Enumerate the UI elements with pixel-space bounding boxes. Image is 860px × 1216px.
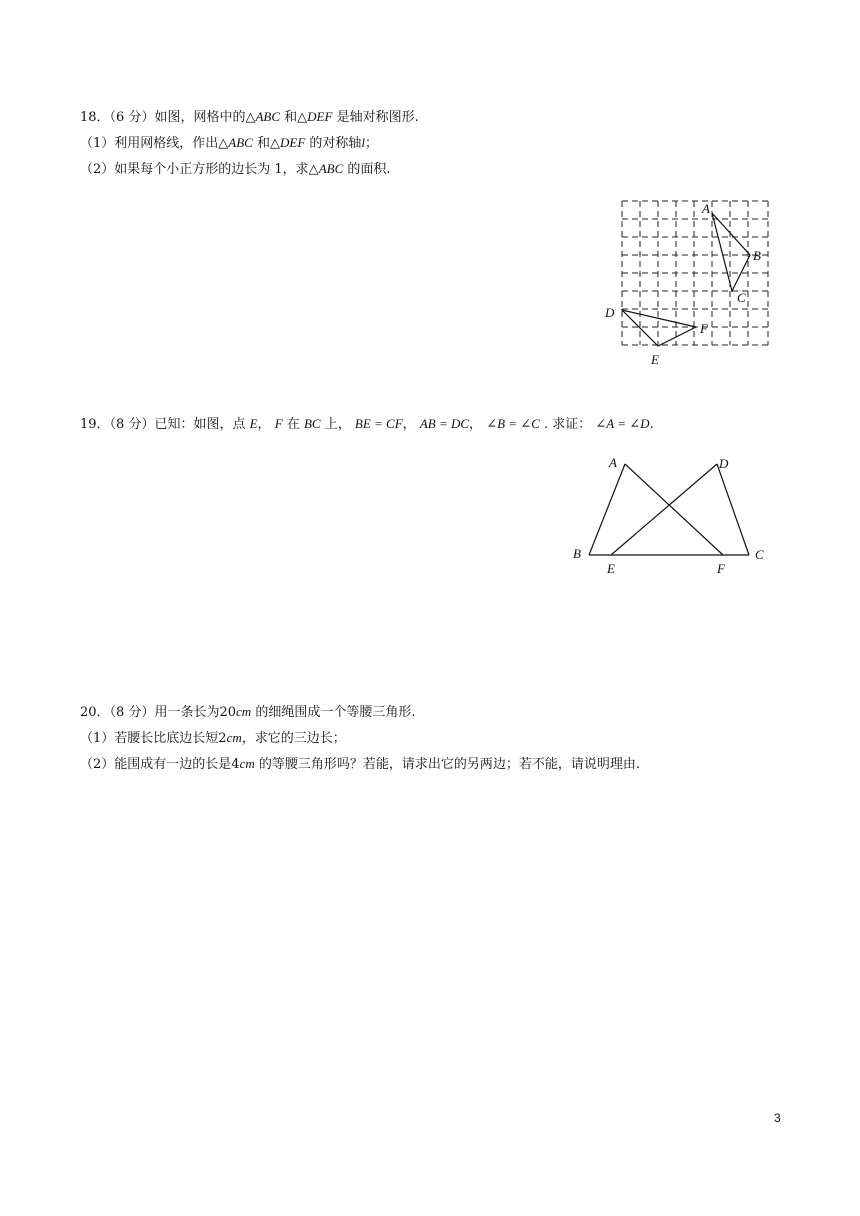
q20-part1: （1）若腰长比底边长短2cm，求它的三边长； (80, 730, 346, 746)
segment-ab (589, 464, 625, 555)
q19-stem: 19．（8 分）已知：如图，点 E， F 在 BC 上， BE = CF， AB = DC， ∠B = ∠C . 求证： ∠A = ∠D. (80, 416, 654, 432)
label-f: F (717, 561, 725, 576)
q18-grid-figure (596, 192, 781, 372)
q20-stem: 20．（8 分）用一条长为20cm 的细绳围成一个等腰三角形. (80, 704, 416, 720)
q20-part2: （2）能围成有一边的长是4cm 的等腰三角形吗？若能，请求出它的另两边；若不能，请说明理由. (80, 756, 641, 772)
triangle-def (622, 310, 696, 346)
label-a: A (702, 201, 710, 216)
page-number: 3 (774, 1111, 781, 1125)
q19-figure (565, 452, 780, 582)
label-a: A (609, 455, 617, 470)
segment-af (625, 464, 723, 555)
label-f: F (700, 321, 708, 336)
label-e: E (607, 561, 615, 576)
grid-dashed-lines (622, 201, 768, 345)
segment-de (611, 464, 717, 555)
segment-dc (717, 464, 749, 555)
label-b: B (753, 248, 761, 263)
label-c: C (755, 547, 764, 562)
triangle-abc (712, 213, 750, 291)
label-e: E (651, 352, 659, 367)
label-c: C (737, 290, 746, 305)
label-d: D (605, 305, 615, 320)
label-b: B (573, 546, 581, 561)
q18-part1: （1）利用网格线，作出△ABC 和△DEF 的对称轴l； (80, 135, 379, 151)
q18-part2: （2）如果每个小正方形的边长为 1，求△ABC 的面积. (80, 161, 391, 177)
label-d: D (719, 456, 729, 471)
q18-stem: 18．（6 分）如图，网格中的△ABC 和△DEF 是轴对称图形. (80, 109, 419, 125)
